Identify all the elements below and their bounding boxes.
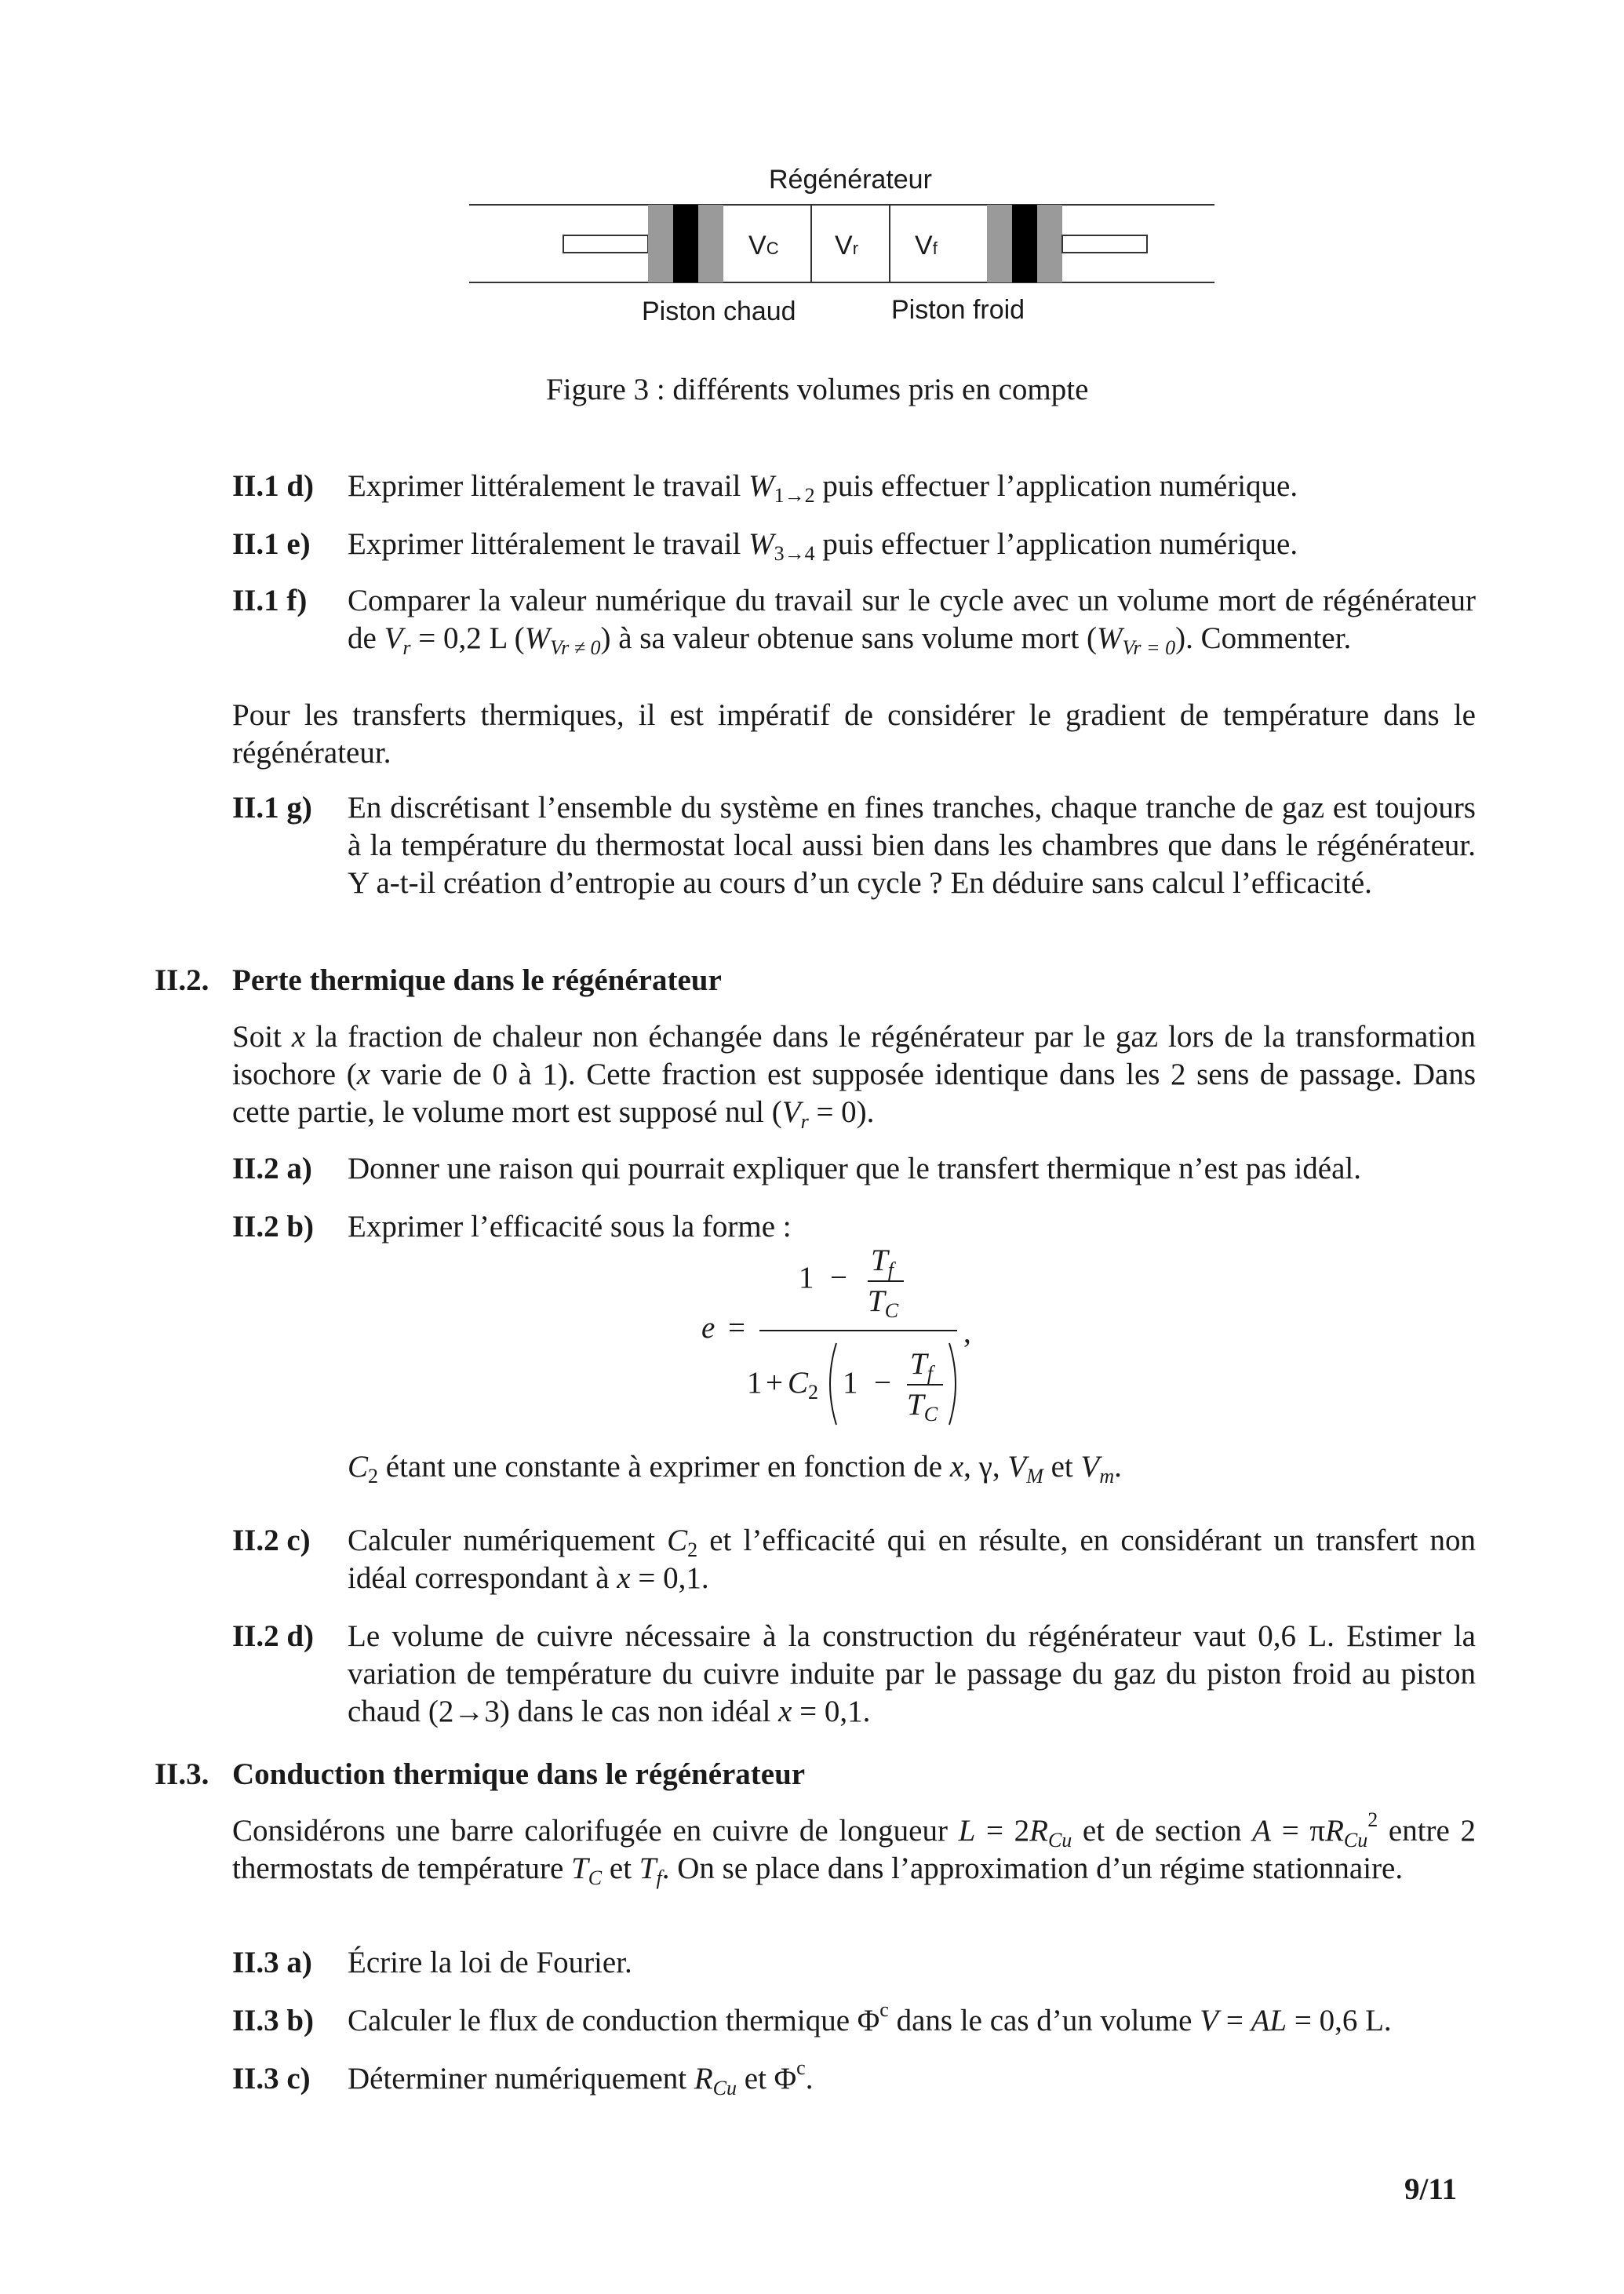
section-heading-II2: II.2. Perte thermique dans le régénérateur: [155, 963, 722, 997]
cold-piston-label: Piston froid: [891, 295, 1025, 325]
hot-piston-label: Piston chaud: [642, 297, 796, 326]
paragraph-fraction-x: Soit x la fraction de chaleur non échangée dans le régénérateur par le gaz lors de la transformation isochore (x varie de 0 à 1). Cette fraction est supposée identique dans les 2 sens de passage. Dans cette partie, le volume mort est supposé nul $(V_r = 0)$.: [232, 1020, 1477, 1133]
hot-piston-rod: [563, 235, 648, 253]
paragraph-copper-bar: Considérons une barre calorifugée en cuivre de longueur $L = 2R_{Cu}$ et de section $A = \pi R_{Cu}^2$ entre 2 thermostats de température $T_C$ et $T_f$. On se place dans l’approximation d’un régime stationnaire.: [232, 1808, 1476, 1889]
volume-hot-label: VC: [748, 231, 779, 260]
denominator-fraction-bar: [907, 1384, 943, 1386]
volume-regenerator-label: Vr: [835, 231, 859, 260]
figure-caption: Figure 3 : différents volumes pris en compte: [546, 373, 1089, 406]
numerator-Tc: $T_C$: [868, 1284, 899, 1322]
c2-definition: $C_2$ étant une constante à exprimer en fonction de x, γ, $V_M$ et $V_m$.: [348, 1450, 1122, 1487]
hot-piston-right-plate: [698, 205, 723, 282]
cold-piston-right-plate: [1037, 205, 1062, 282]
paragraph-thermal-transfers: Pour les transferts thermiques, il est impératif de considérer le gradient de température dans le régénérateur.: [232, 698, 1476, 770]
cold-piston-left-plate: [987, 205, 1012, 282]
constant-C2: $C_2$: [788, 1366, 819, 1404]
left-paren: [830, 1343, 836, 1425]
volume-cold-label: Vf: [915, 231, 938, 260]
numerator-fraction-bar: [868, 1280, 904, 1282]
page-number: 9/11: [1404, 2172, 1458, 2206]
hot-piston-core: [673, 205, 698, 282]
main-fraction-bar: [759, 1330, 957, 1331]
denominator-Tf: $T_f$: [910, 1347, 933, 1385]
cold-piston-core: [1012, 205, 1037, 282]
hot-piston-left-plate: [648, 205, 673, 282]
denominator-Tc: $T_C$: [907, 1388, 938, 1426]
section-heading-II3: II.3. Conduction thermique dans le régénérateur: [155, 1757, 806, 1791]
right-paren: [949, 1343, 956, 1425]
numerator-Tf: $T_f$: [871, 1243, 894, 1281]
cold-piston-rod: [1062, 235, 1147, 253]
regenerator-label: Régénérateur: [769, 165, 932, 195]
